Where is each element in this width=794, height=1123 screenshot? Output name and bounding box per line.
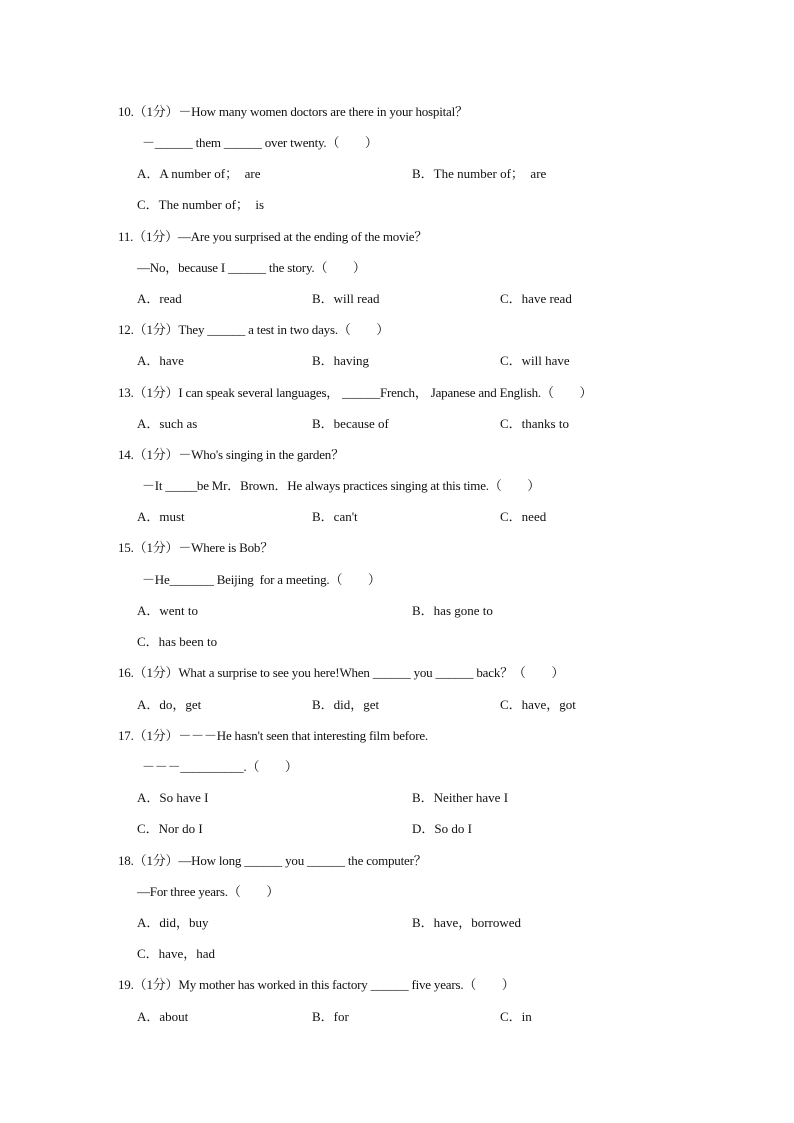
question-17-dialogue: －－－__________.（ ）: [142, 759, 298, 774]
question-10-stem: 10.（1分）－How many women doctors are there in your hospital？: [118, 104, 468, 119]
question-19-option-c[interactable]: C．in: [500, 1009, 532, 1024]
question-19-option-b[interactable]: B．for: [312, 1009, 349, 1024]
question-11-option-c[interactable]: C．have read: [500, 291, 572, 306]
question-11-dialogue: —No，because I ______ the story.（ ）: [137, 260, 366, 275]
question-13-option-c[interactable]: C．thanks to: [500, 416, 569, 431]
question-15-stem: 15.（1分）－Where is Bob？: [118, 540, 274, 555]
question-17-option-b[interactable]: B．Neither have I: [412, 790, 509, 805]
question-18-dialogue: —For three years.（ ）: [137, 884, 280, 899]
question-16-option-b[interactable]: B．did，get: [312, 697, 380, 712]
question-19-stem: 19.（1分）My mother has worked in this factory ______ five years.（ ）: [118, 977, 515, 992]
question-11-option-b[interactable]: B．will read: [312, 291, 380, 306]
question-13-option-b[interactable]: B．because of: [312, 416, 389, 431]
question-17-option-c[interactable]: C．Nor do I: [137, 821, 203, 836]
question-15-option-a[interactable]: A．went to: [137, 603, 199, 618]
question-12-option-a[interactable]: A．have: [137, 353, 184, 368]
question-15-option-b[interactable]: B．has gone to: [412, 603, 493, 618]
question-15-dialogue: －He_______ Beijing for a meeting.（ ）: [142, 572, 381, 587]
question-18-option-a[interactable]: A．did，buy: [137, 915, 209, 930]
question-11-stem: 11.（1分）—Are you surprised at the ending of the movie？: [118, 229, 428, 244]
question-12-option-c[interactable]: C．will have: [500, 353, 570, 368]
question-10-option-b[interactable]: B．The number of； are: [412, 166, 547, 181]
question-12-stem: 12.（1分）They ______ a test in two days.（ ）: [118, 322, 390, 337]
question-11-option-a[interactable]: A．read: [137, 291, 182, 306]
question-15-option-c[interactable]: C．has been to: [137, 634, 218, 649]
question-14-dialogue: －It _____be Mr．Brown．He always practices singing at this time.（ ）: [142, 478, 541, 493]
question-17-option-d[interactable]: D．So do I: [412, 821, 472, 836]
question-18-option-b[interactable]: B．have，borrowed: [412, 915, 522, 930]
question-13-stem: 13.（1分）I can speak several languages， ______French， Japanese and English.（ ）: [118, 385, 593, 400]
question-14-stem: 14.（1分）－Who's singing in the garden？: [118, 447, 344, 462]
question-16-option-c[interactable]: C．have，got: [500, 697, 576, 712]
question-10-dialogue: －______ them ______ over twenty.（ ）: [142, 135, 378, 150]
question-10-option-c[interactable]: C．The number of； is: [137, 197, 265, 212]
question-17-option-a[interactable]: A．So have I: [137, 790, 209, 805]
question-14-option-a[interactable]: A．must: [137, 509, 185, 524]
question-13-option-a[interactable]: A．such as: [137, 416, 198, 431]
question-16-option-a[interactable]: A．do，get: [137, 697, 202, 712]
question-19-option-a[interactable]: A．about: [137, 1009, 189, 1024]
question-12-option-b[interactable]: B．having: [312, 353, 370, 368]
question-18-stem: 18.（1分）—How long ______ you ______ the computer？: [118, 853, 427, 868]
question-14-option-c[interactable]: C．need: [500, 509, 547, 524]
question-18-option-c[interactable]: C．have，had: [137, 946, 215, 961]
question-10-option-a[interactable]: A．A number of； are: [137, 166, 261, 181]
question-16-stem: 16.（1分）What a surprise to see you here!When ______ you ______ back？（ ）: [118, 665, 565, 680]
question-17-stem: 17.（1分）－－－He hasn't seen that interesting film before.: [118, 728, 428, 743]
question-14-option-b[interactable]: B．can't: [312, 509, 358, 524]
